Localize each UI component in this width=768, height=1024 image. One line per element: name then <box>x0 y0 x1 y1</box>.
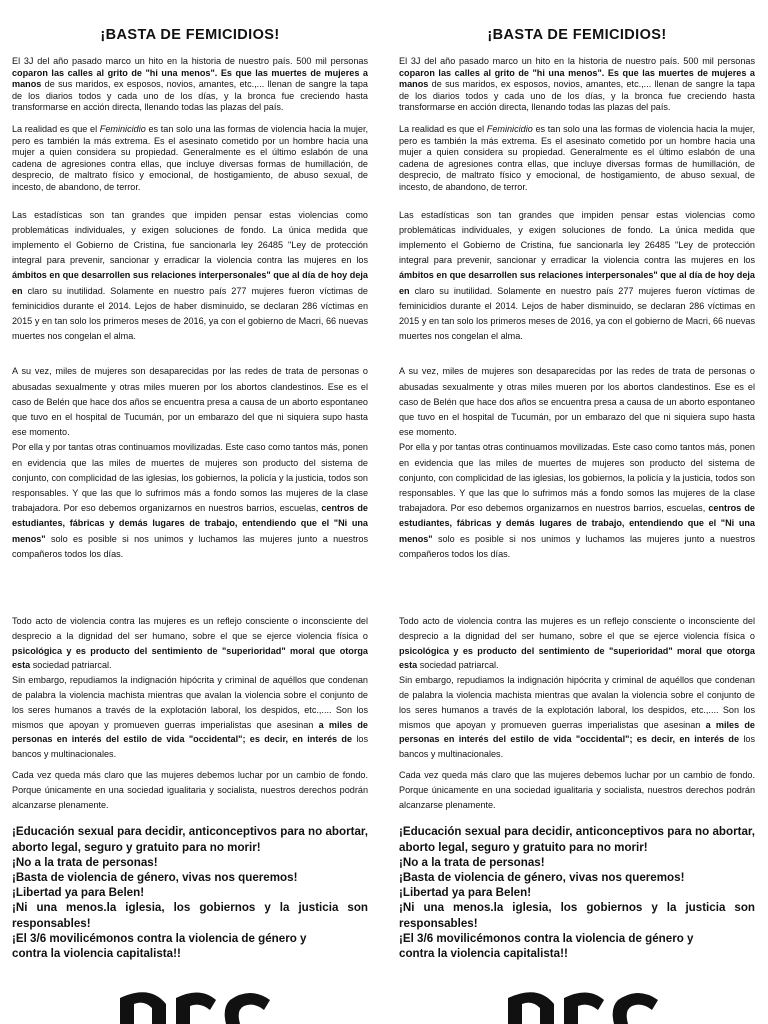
slogan-item: ¡Basta de violencia de género, vivas nos queremos! <box>399 870 685 884</box>
flyer-title: ¡BASTA DE FEMICIDIOS! <box>487 27 667 43</box>
flyer-column-left <box>12 0 368 961</box>
slogan-item: ¡Ni una menos.la iglesia, los gobiernos y la justicia son responsables! <box>399 901 755 930</box>
paragraph-movilizadas: Por ella y por tantas otras continuamos movilizadas. Este caso como tantos más, ponen en evidencia que las miles de muertes de mujeres son producto del sistema de conjunto, con complicidad de las iglesias, los gobiernos, la policía y la justicia, todos son responsables. Y que las que lo sufrimos más a fondo somos las mujeres de la clase trabajadora. Por eso debemos organizarnos en nuestros barrios, escuelas, centros de estudiantes, fábricas y demás lugares de trabajo, entendiendo que el "Ni una menos" solo es posible si nos unimos y luchamos las mujeres junto a nuestros compañeros todos los días. <box>12 442 368 559</box>
flyer-title: ¡BASTA DE FEMICIDIOS! <box>100 27 280 43</box>
paragraph-estadisticas: Las estadísticas son tan grandes que impiden pensar estas violencias como problemáticas individuales, y exigen soluciones de fondo. La única medida que implemento el Gobierno de Cristina, fue sancionarla ley 26485 "Ley de protección integral para prevenir, sancionar y erradicar la violencia contra las mujeres en los ámbitos en que desarrollen sus relaciones interpersonales" que al día de hoy deja en claro su inutilidad. Solamente en nuestro país 277 mujeres fueron víctimas de feminicidios durante el 2014. Lejos de haber disminuido, se declaran 286 víctimas en 2015 y en tan solo los primeros meses de 2016, ya con el gobierno de Macri, 66 nuevas muertes nos congelan el alma. <box>12 209 368 342</box>
slogan-item: ¡Educación sexual para decidir, anticonceptivos para no abortar, aborto legal, seguro y gratuito para no morir! <box>399 825 755 854</box>
paragraph-feminicidio: La realidad es que el Feminicidio es tan solo una las formas de violencia hacia la mujer, pero es también la más extrema. Es el asesinato cometido por un hombre hacia una mujer a quien considera su propiedad. Generalmente es el último eslabón de una cadena de agresiones contra ellas, que incluye diversas formas de humillación, de desprecio, de maltrato físico y emocional, de hostigamiento, de abuso sexual, de incesto, de abandono, de terror. <box>399 123 756 192</box>
slogan-item: ¡Basta de violencia de género, vivas nos queremos! <box>12 870 298 884</box>
star-logo-icon <box>508 990 658 1024</box>
paragraph-cambio: Cada vez queda más claro que las mujeres debemos luchar por un cambio de fondo. Porque únicamente en una sociedad igualitaria y socialista, nuestros derechos podrán alcanzarse plenamente. <box>399 769 755 810</box>
slogan-item: ¡No a la trata de personas! <box>399 855 545 869</box>
paragraph-3j: El 3J del año pasado marco un hito en la historia de nuestro país. 500 mil personas coparon las calles al grito de "hi una menos". Es que las muertes de mujeres a manos de sus maridos, ex esposos, novios, amantes, etc.,... llenan de sangre la tapa de los diarios todos y cada uno de los días, y la bronca fue creciendo hasta transformarse en acción directa, llenando todas las plazas del país. <box>399 56 755 113</box>
slogan-item: ¡Libertad ya para Belen! <box>12 886 145 900</box>
slogan-item: ¡El 3/6 movilicémonos contra la violencia de género y <box>12 931 307 945</box>
slogan-item: ¡El 3/6 movilicémonos contra la violencia de género y <box>399 931 694 945</box>
paragraph-cambio: Cada vez queda más claro que las mujeres debemos luchar por un cambio de fondo. Porque únicamente en una sociedad igualitaria y socialista, nuestros derechos podrán alcanzarse plenamente. <box>12 769 368 810</box>
slogan-list <box>12 824 368 961</box>
paragraph-movilizadas: Por ella y por tantas otras continuamos movilizadas. Este caso como tantos más, ponen en evidencia que las miles de muertes de mujeres son producto del sistema de conjunto, con complicidad de las iglesias, los gobiernos, la policía y la justicia, todos son responsables. Y que las que lo sufrimos más a fondo somos las mujeres de la clase trabajadora. Por eso debemos organizarnos en nuestros barrios, escuelas, centros de estudiantes, fábricas y demás lugares de trabajo, entendiendo que el "Ni una menos" solo es posible si nos unimos y luchamos las mujeres junto a nuestros compañeros todos los días. <box>399 442 755 559</box>
slogan-item: ¡Educación sexual para decidir, anticonceptivos para no abortar, aborto legal, seguro y gratuito para no morir! <box>12 825 368 854</box>
slogan-item: ¡No a la trata de personas! <box>12 855 158 869</box>
paragraph-feminicidio: La realidad es que el Feminicidio es tan solo una las formas de violencia hacia la mujer, pero es también la más extrema. Es el asesinato cometido por un hombre hacia una mujer a quien considera su propiedad. Generalmente es el último eslabón de una cadena de agresiones contra ellas, que incluye diversas formas de humillación, de desprecio, de maltrato físico y emocional, de hostigamiento, de abuso sexual, de incesto, de abandono, de terror. <box>12 123 369 192</box>
paragraph-estadisticas: Las estadísticas son tan grandes que impiden pensar estas violencias como problemáticas individuales, y exigen soluciones de fondo. La única medida que implemento el Gobierno de Cristina, fue sancionarla ley 26485 "Ley de protección integral para prevenir, sancionar y erradicar la violencia contra las mujeres en los ámbitos en que desarrollen sus relaciones interpersonales" que al día de hoy deja en claro su inutilidad. Solamente en nuestro país 277 mujeres fueron víctimas de feminicidios durante el 2014. Lejos de haber disminuido, se declaran 286 víctimas en 2015 y en tan solo los primeros meses de 2016, ya con el gobierno de Macri, 66 nuevas muertes nos congelan el alma. <box>399 209 755 342</box>
slogan-list <box>399 824 755 961</box>
paragraph-repudio: Sin embargo, repudiamos la indignación hipócrita y criminal de aquéllos que condenan de palabra la violencia machista mientras que avalan la violencia sobre el conjunto de los seres humanos a través de la explotación laboral, los despidos, etc.,.... Son los mismos que apoyan y promueven guerras imperialistas que asesinan a miles de personas en interés del estilo de vida "occidental"; es decir, en interés de los bancos y multinacionales. <box>12 675 368 760</box>
paragraph-repudio: Sin embargo, repudiamos la indignación hipócrita y criminal de aquéllos que condenan de palabra la violencia machista mientras que avalan la violencia sobre el conjunto de los seres humanos a través de la explotación laboral, los despidos, etc.,.... Son los mismos que apoyan y promueven guerras imperialistas que asesinan a miles de personas en interés del estilo de vida "occidental"; es decir, en interés de los bancos y multinacionales. <box>399 675 755 760</box>
slogan-item: contra la violencia capitalista!! <box>12 946 181 960</box>
slogan-item: ¡Libertad ya para Belen! <box>399 886 532 900</box>
star-logo-icon <box>120 990 270 1024</box>
paragraph-trata: A su vez, miles de mujeres son desaparecidas por las redes de trata de personas o abusadas sexualmente y otras miles mueren por los abortos clandestinos. Ese es el caso de Belén que hace dos años se encuentra presa a causa de un aborto espontaneo que tuvo en el hospital de Tucumán, por un embarazo del que ni siquiera supo hasta ese momento. <box>399 366 755 438</box>
slogan-item: contra la violencia capitalista!! <box>399 946 568 960</box>
paragraph-trata: A su vez, miles de mujeres son desaparecidas por las redes de trata de personas o abusadas sexualmente y otras miles mueren por los abortos clandestinos. Ese es el caso de Belén que hace dos años se encuentra presa a causa de un aborto espontaneo que tuvo en el hospital de Tucumán, por un embarazo del que ni siquiera supo hasta ese momento. <box>12 366 368 438</box>
slogan-item: ¡Ni una menos.la iglesia, los gobiernos y la justicia son responsables! <box>12 901 368 930</box>
flyer-column-right <box>399 0 755 961</box>
paragraph-violencia: Todo acto de violencia contra las mujeres es un reflejo consciente o inconsciente del desprecio a la dignidad del ser humano, sobre el que se ejerce violencia física o psicológica y es producto del sentimiento de "superioridad" moral que otorga esta sociedad patriarcal. <box>12 616 368 671</box>
paragraph-violencia: Todo acto de violencia contra las mujeres es un reflejo consciente o inconsciente del desprecio a la dignidad del ser humano, sobre el que se ejerce violencia física o psicológica y es producto del sentimiento de "superioridad" moral que otorga esta sociedad patriarcal. <box>399 616 755 671</box>
paragraph-3j: El 3J del año pasado marco un hito en la historia de nuestro país. 500 mil personas coparon las calles al grito de "hi una menos". Es que las muertes de mujeres a manos de sus maridos, ex esposos, novios, amantes, etc.,... llenan de sangre la tapa de los diarios todos y cada uno de los días, y la bronca fue creciendo hasta transformarse en acción directa, llenando todas las plazas del país. <box>12 56 368 113</box>
